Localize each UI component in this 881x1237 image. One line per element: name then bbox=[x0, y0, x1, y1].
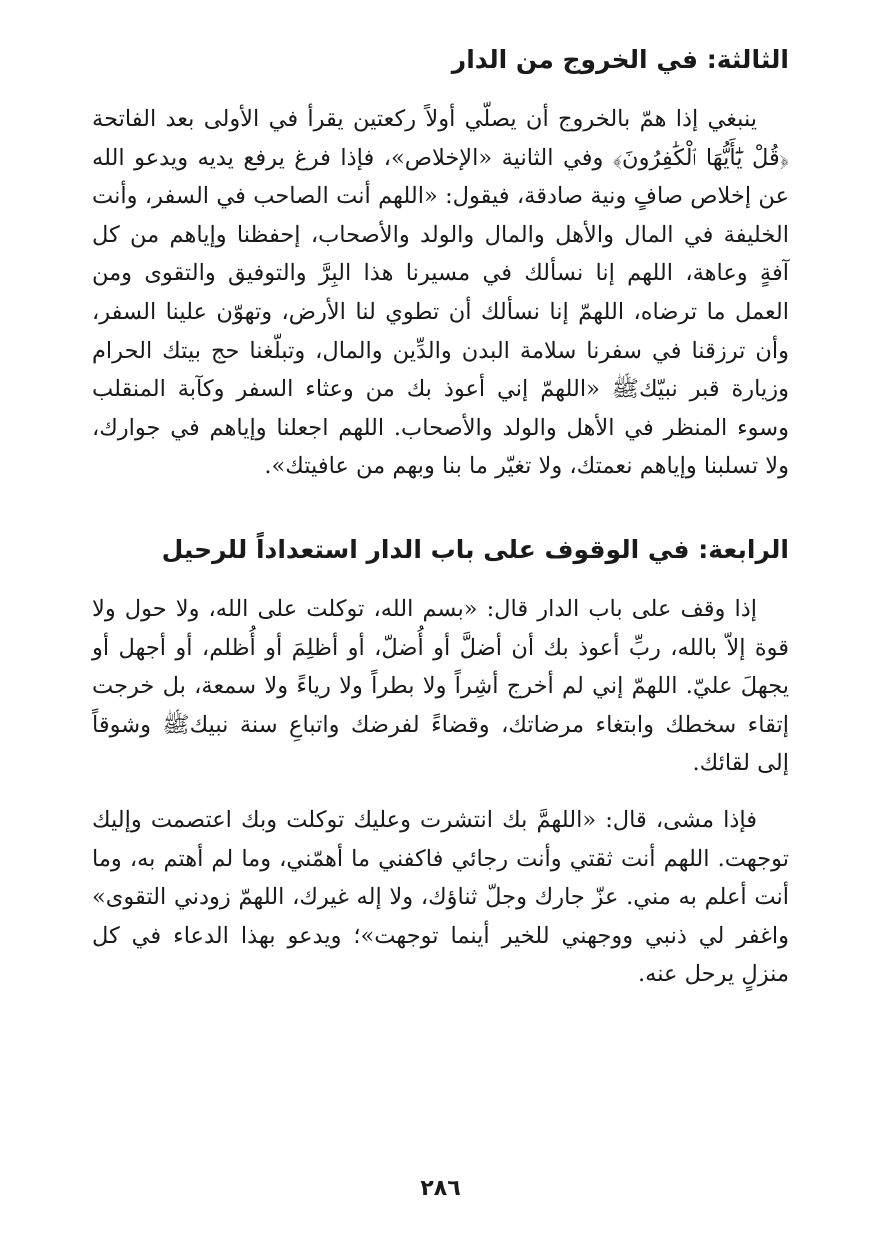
section-3-heading: الثالثة: في الخروج من الدار bbox=[451, 45, 789, 74]
book-page bbox=[92, 40, 789, 994]
section-4-paragraph-2: فإذا مشى، قال: «اللهمَّ بك انتشرت وعليك توكلت وبك اعتصمت وإليك توجهت. اللهم أنت ثقتي وأنت رجائي فاكفني ما أهمّني، وما لم أهتم به، وما أنت أعلم به مني. عزّ جارك وجلّ ثناؤك، ولا إله غيرك، اللهمّ زودني التقوى» واغفر لي ذنبي ووجهني للخير أينما توجهت»؛ ويدعو بهذا الدعاء في كل منزلٍ يرحل عنه. bbox=[92, 806, 789, 988]
page-number: ٢٨٦ bbox=[420, 1176, 461, 1201]
section-3-paragraph: ينبغي إذا همّ بالخروج أن يصلّي أولاً ركعتين يقرأ في الأولى بعد الفاتحة ﴿قُلْ يَٰٓأَيُّهَا ٱلْكَٰفِرُونَ﴾ وفي الثانية «الإخلاص»، فإذا فرغ يرفع يديه ويدعو الله عن إخلاص صافٍ ونية صادقة، فيقول: «اللهم أنت الصاحب في السفر، وأنت الخليفة في المال والأهل والمال والولد والأصحاب، إحفظنا وإياهم من كل آفةٍ وعاهة، اللهم إنا نسألك في مسيرنا هذا البِرَّ والتوفيق والتقوى ومن العمل ما ترضاه، اللهمّ إنا نسألك أن تطوي لنا الأرض، وتهوّن علينا السفر، وأن ترزقنا في سفرنا سلامة البدن والدِّين والمال، وتبلّغنا حج بيتك الحرام وزيارة قبر نبيّكﷺ «اللهمّ إني أعوذ بك من وعثاء السفر وكآبة المنقلب وسوء المنظر في الأهل والولد والأصحاب. اللهم اجعلنا وإياهم في جوارك، ولا تسلبنا وإياهم نعمتك، ولا تغيّر ما بنا وبهم من عافيتك». bbox=[92, 106, 789, 480]
section-4-heading: الرابعة: في الوقوف على باب الدار استعداداً للرحيل bbox=[161, 534, 789, 564]
section-4-paragraph-1: إذا وقف على باب الدار قال: «بسم الله، توكلت على الله، ولا حول ولا قوة إلاّ بالله، ربِّ أعوذ بك أن أضلَّ أو أُضلّ، أو أظلِمَ أو أُظلم، أو أجهل أو يجهلَ عليّ. اللهمّ إني لم أخرج أشِراً ولا بطراً ولا رياءً ولا سمعة، بل خرجت إتقاء سخطك وابتغاء مرضاتك، وقضاءً لفرضك واتباعِ سنة نبيكﷺ وشوقاً إلى لقائك. bbox=[92, 595, 789, 777]
